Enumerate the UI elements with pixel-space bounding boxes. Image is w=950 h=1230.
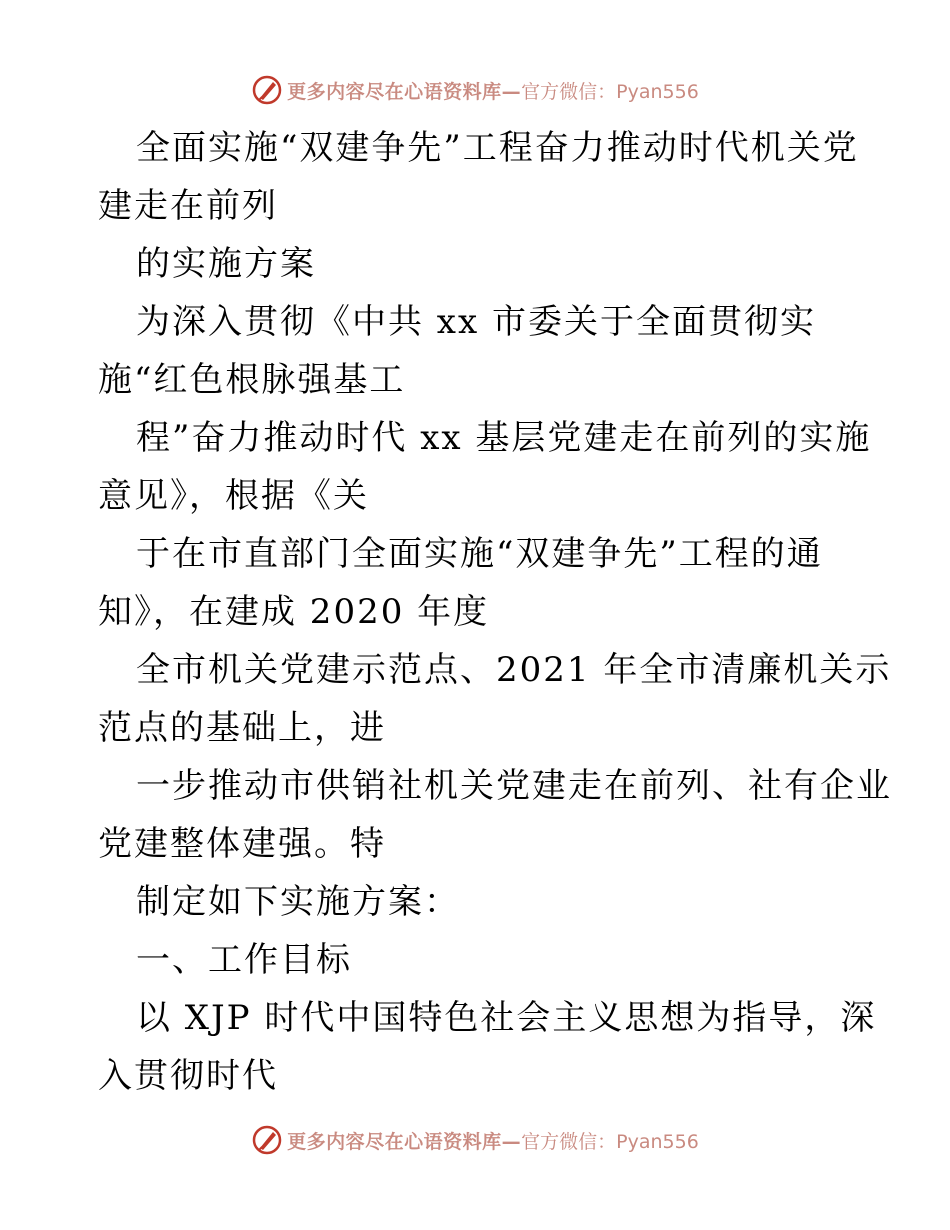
paragraph-line: 以 XJP 时代中国特色社会主义思想为指导，深 — [136, 998, 877, 1038]
footer-watermark — [0, 1122, 950, 1158]
header-watermark-text: 更多内容尽在心语资料库— — [287, 80, 522, 103]
footer-watermark-text: 更多内容尽在心语资料库— — [287, 1130, 522, 1153]
section-heading: 一、工作目标 — [136, 940, 352, 980]
title-line-2: 建走在前列 — [98, 186, 278, 226]
paragraph-line: 为深入贯彻《中共 xx 市委关于全面贯彻实 — [136, 302, 816, 342]
paragraph-line: 入贯彻时代 — [98, 1056, 278, 1096]
paragraph-line: 意见》，根据《关 — [98, 476, 369, 516]
title-line-3: 的实施方案 — [136, 244, 316, 284]
paragraph-line: 程”奋力推动时代 xx 基层党建走在前列的实施 — [136, 418, 872, 458]
title-line-1: 全面实施“双建争先”工程奋力推动时代机关党 — [136, 128, 859, 168]
paragraph-line: 知》，在建成 2020 年度 — [98, 592, 490, 632]
paragraph-line: 全市机关党建示范点、2021 年全市清廉机关示 — [136, 650, 892, 690]
quill-logo-icon — [251, 1124, 283, 1156]
paragraph-line: 范点的基础上，进 — [98, 708, 386, 748]
header-watermark-wechat: 官方微信：Pyan556 — [521, 80, 699, 103]
paragraph-line: 制定如下实施方案： — [136, 882, 460, 922]
paragraph-line: 一步推动市供销社机关党建走在前列、社有企业 — [136, 766, 892, 806]
paragraph-line: 党建整体建强。特 — [98, 824, 386, 864]
footer-watermark-wechat: 官方微信：Pyan556 — [521, 1130, 699, 1153]
paragraph-line: 施“红色根脉强基工 — [98, 360, 406, 400]
paragraph-line: 于在市直部门全面实施“双建争先”工程的通 — [136, 534, 823, 574]
